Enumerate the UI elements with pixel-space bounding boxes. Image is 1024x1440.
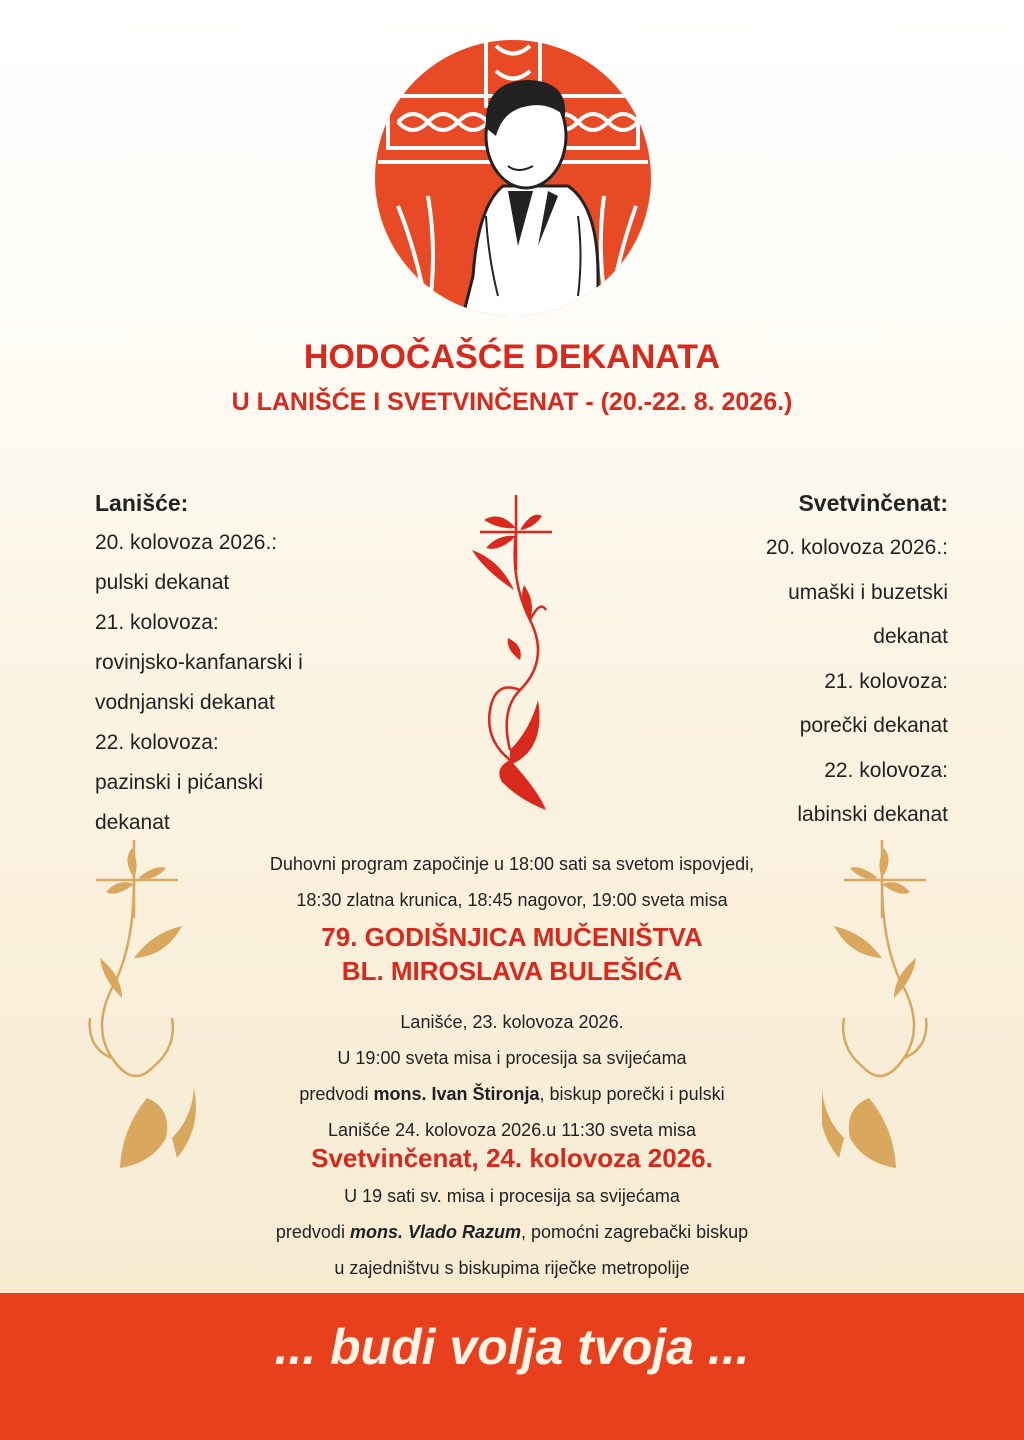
event-line: U 19 sati sv. misa i procesija sa svijećama (344, 1186, 680, 1206)
svetvincenat-heading: Svetvinčenat: (798, 490, 948, 516)
motto: ... budi volja tvoja ... (274, 1319, 750, 1375)
anniversary-line (180, 1076, 844, 1112)
svetvincenat-event-heading: Svetvinčenat, 24. kolovoza 2026. (311, 1143, 713, 1173)
program-info (180, 846, 844, 918)
event-line: u zajedništvu s biskupima riječke metropolije (334, 1258, 690, 1278)
program-line: Duhovni program započinje u 18:00 sati sa svetom ispovjedi, (269, 854, 755, 874)
svetvincenat-line: 22. kolovoza: (824, 758, 948, 782)
anniversary-section (180, 920, 844, 1148)
svetvincenat-event (180, 1138, 844, 1286)
celebrant-name: mons. Vlado Razum (349, 1222, 521, 1242)
svetvincenat-line: 21. kolovoza: (824, 669, 948, 693)
center-floral-ornament-icon (450, 490, 560, 810)
svetvincenat-schedule (618, 483, 948, 838)
svetvincenat-line: umaški i buzetski (788, 580, 948, 604)
lanisce-line: pulski dekanat (95, 571, 230, 594)
lanisce-heading: Lanišće: (95, 490, 189, 516)
anniversary-line: Lanišće, 23. kolovoza 2026. (400, 1012, 624, 1032)
lanisce-line: 21. kolovoza: (95, 611, 219, 634)
lanisce-line: 22. kolovoza: (95, 731, 219, 754)
event-line (180, 1214, 844, 1250)
lanisce-line: dekanat (95, 811, 170, 834)
program-line: 18:30 zlatna krunica, 18:45 nagovor, 19:00 sveta misa (296, 890, 728, 910)
celebrant-name: mons. Ivan Štironja (373, 1084, 540, 1104)
lanisce-line: rovinjsko-kanfanarski i (95, 651, 303, 674)
lanisce-line: pazinski i pićanski (95, 771, 264, 794)
text-fragment: predvodi (299, 1084, 374, 1104)
page-title: HODOČAŠĆE DEKANATA (303, 338, 721, 376)
emblem-portrait (368, 36, 658, 326)
lanisce-line: vodnjanski dekanat (95, 691, 275, 714)
anniversary-line: U 19:00 sveta misa i procesija sa svijećama (337, 1048, 687, 1068)
anniversary-line: Lanišće 24. kolovoza 2026.u 11:30 sveta misa (328, 1120, 696, 1140)
svetvincenat-line: dekanat (873, 625, 948, 648)
svetvincenat-line: porečki dekanat (799, 714, 948, 737)
text-fragment: predvodi (275, 1222, 350, 1242)
anniversary-heading: BL. MIROSLAVA BULEŠIĆA (341, 956, 683, 986)
anniversary-heading: 79. GODIŠNJICA MUČENIŠTVA (321, 922, 703, 952)
page-subtitle: U LANIŠĆE I SVETVINČENAT - (20.-22. 8. 2026.) (231, 388, 793, 416)
svetvincenat-line: 20. kolovoza 2026.: (765, 536, 948, 559)
lanisce-line: 20. kolovoza 2026.: (95, 531, 278, 554)
text-fragment: , biskup porečki i pulski (539, 1084, 725, 1104)
text-fragment: , pomoćni zagrebački biskup (520, 1222, 749, 1242)
lanisce-schedule (95, 483, 425, 843)
svetvincenat-line: labinski dekanat (797, 803, 948, 826)
